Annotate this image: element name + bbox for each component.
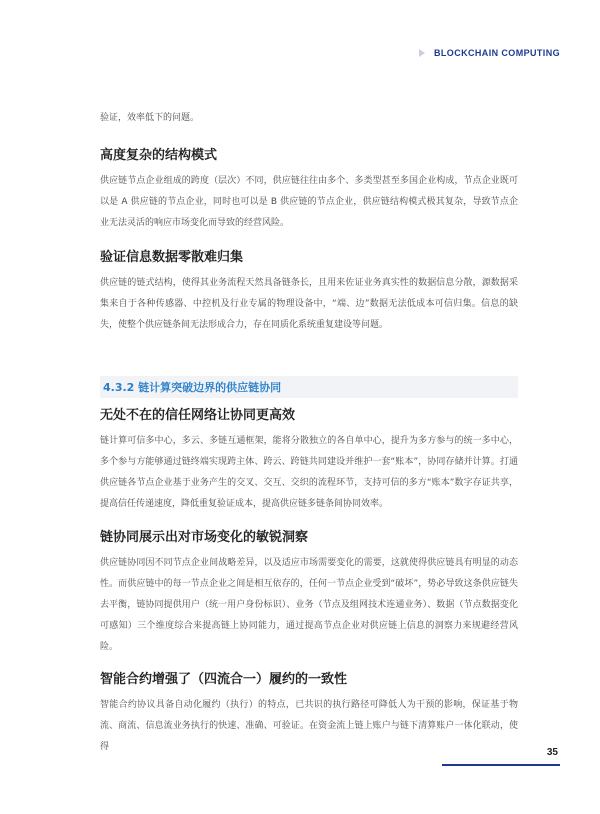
paragraph-scattered-data: 供应链的链式结构，使得其业务流程天然具备链条长，且用来佐证业务真实性的数据信息分散，源数据采集来自于各种传感器、中控机及行业专属的物理设备中，“端、边”数据无法低成本可信归集。信息的缺失，使整个供应链条间无法形成合力，存在同质化系统重复建设等问题。 [100, 278, 518, 330]
paragraph-carryover: 验证，效率低下的问题。 [100, 113, 200, 123]
triangle-arrow-icon [419, 49, 425, 57]
section-heading-4-3-2: 4.3.2 链计算突破边界的供应链协同 [103, 381, 282, 394]
running-header [419, 48, 560, 58]
footer-rule [442, 764, 560, 766]
page-body [100, 108, 518, 758]
running-header-title: BLOCKCHAIN COMPUTING [434, 48, 560, 58]
paragraph-complex-structure: 供应链节点企业组成的跨度（层次）不同，供应链往往由多个、多类型甚至多国企业构成，节点企业既可以是 A 供应链的节点企业，同时也可以是 B 供应链的节点企业，供应链结构模式极其复杂，导致节点企业无法灵活的响应市场变化而导致的经营风险。 [100, 176, 518, 228]
heading-market-insight: 链协同展示出对市场变化的敏锐洞察 [100, 530, 309, 545]
heading-trust-network: 无处不在的信任网络让协同更高效 [100, 408, 296, 423]
section-heading-bar [100, 376, 518, 398]
paragraph-trust-network: 链计算可信多中心，多云、多链互通框架，能将分散独立的各自单中心，提升为多方参与的统一多中心，多个参与方能够通过链终端实现跨主体、跨云、跨链共同建设并维护一套“账本”，协同存储并计算。打通供应链各节点企业基于业务产生的交叉、交互、交织的流程环节，支持可信的多方“账本”数字存证共享，提高信任传递速度，降低重复验证成本，提高供应链多链条间协同效率。 [100, 436, 518, 509]
heading-smart-contract: 智能合约增强了（四流合一）履约的一致性 [100, 672, 348, 687]
page-number: 35 [546, 747, 558, 758]
heading-complex-structure: 高度复杂的结构模式 [100, 148, 218, 163]
paragraph-market-insight: 供应链协同因不同节点企业间战略差异，以及适应市场需要变化的需要，这就使得供应链具有明显的动态性。而供应链中的每一节点企业之间是相互依存的，任何一节点企业受到“破坏”，势必导致这条供应链失去平衡，链协同提供用户（统一用户身份标识）、业务（节点及组网技术连通业务）、数据（节点数据变化可感知）三个维度综合来提高链上协同能力，通过提高节点企业对供应链上信息的洞察力来规避经营风险。 [100, 558, 518, 652]
paragraph-smart-contract: 智能合约协议具备自动化履约（执行）的特点，已共识的执行路径可降低人为干预的影响，保证基于物流、商流、信息流业务执行的快速、准确、可验证。在资金流上链上账户与链下清算账户一体化联动，使得 [100, 700, 518, 752]
heading-scattered-data: 验证信息数据零散难归集 [100, 250, 244, 265]
